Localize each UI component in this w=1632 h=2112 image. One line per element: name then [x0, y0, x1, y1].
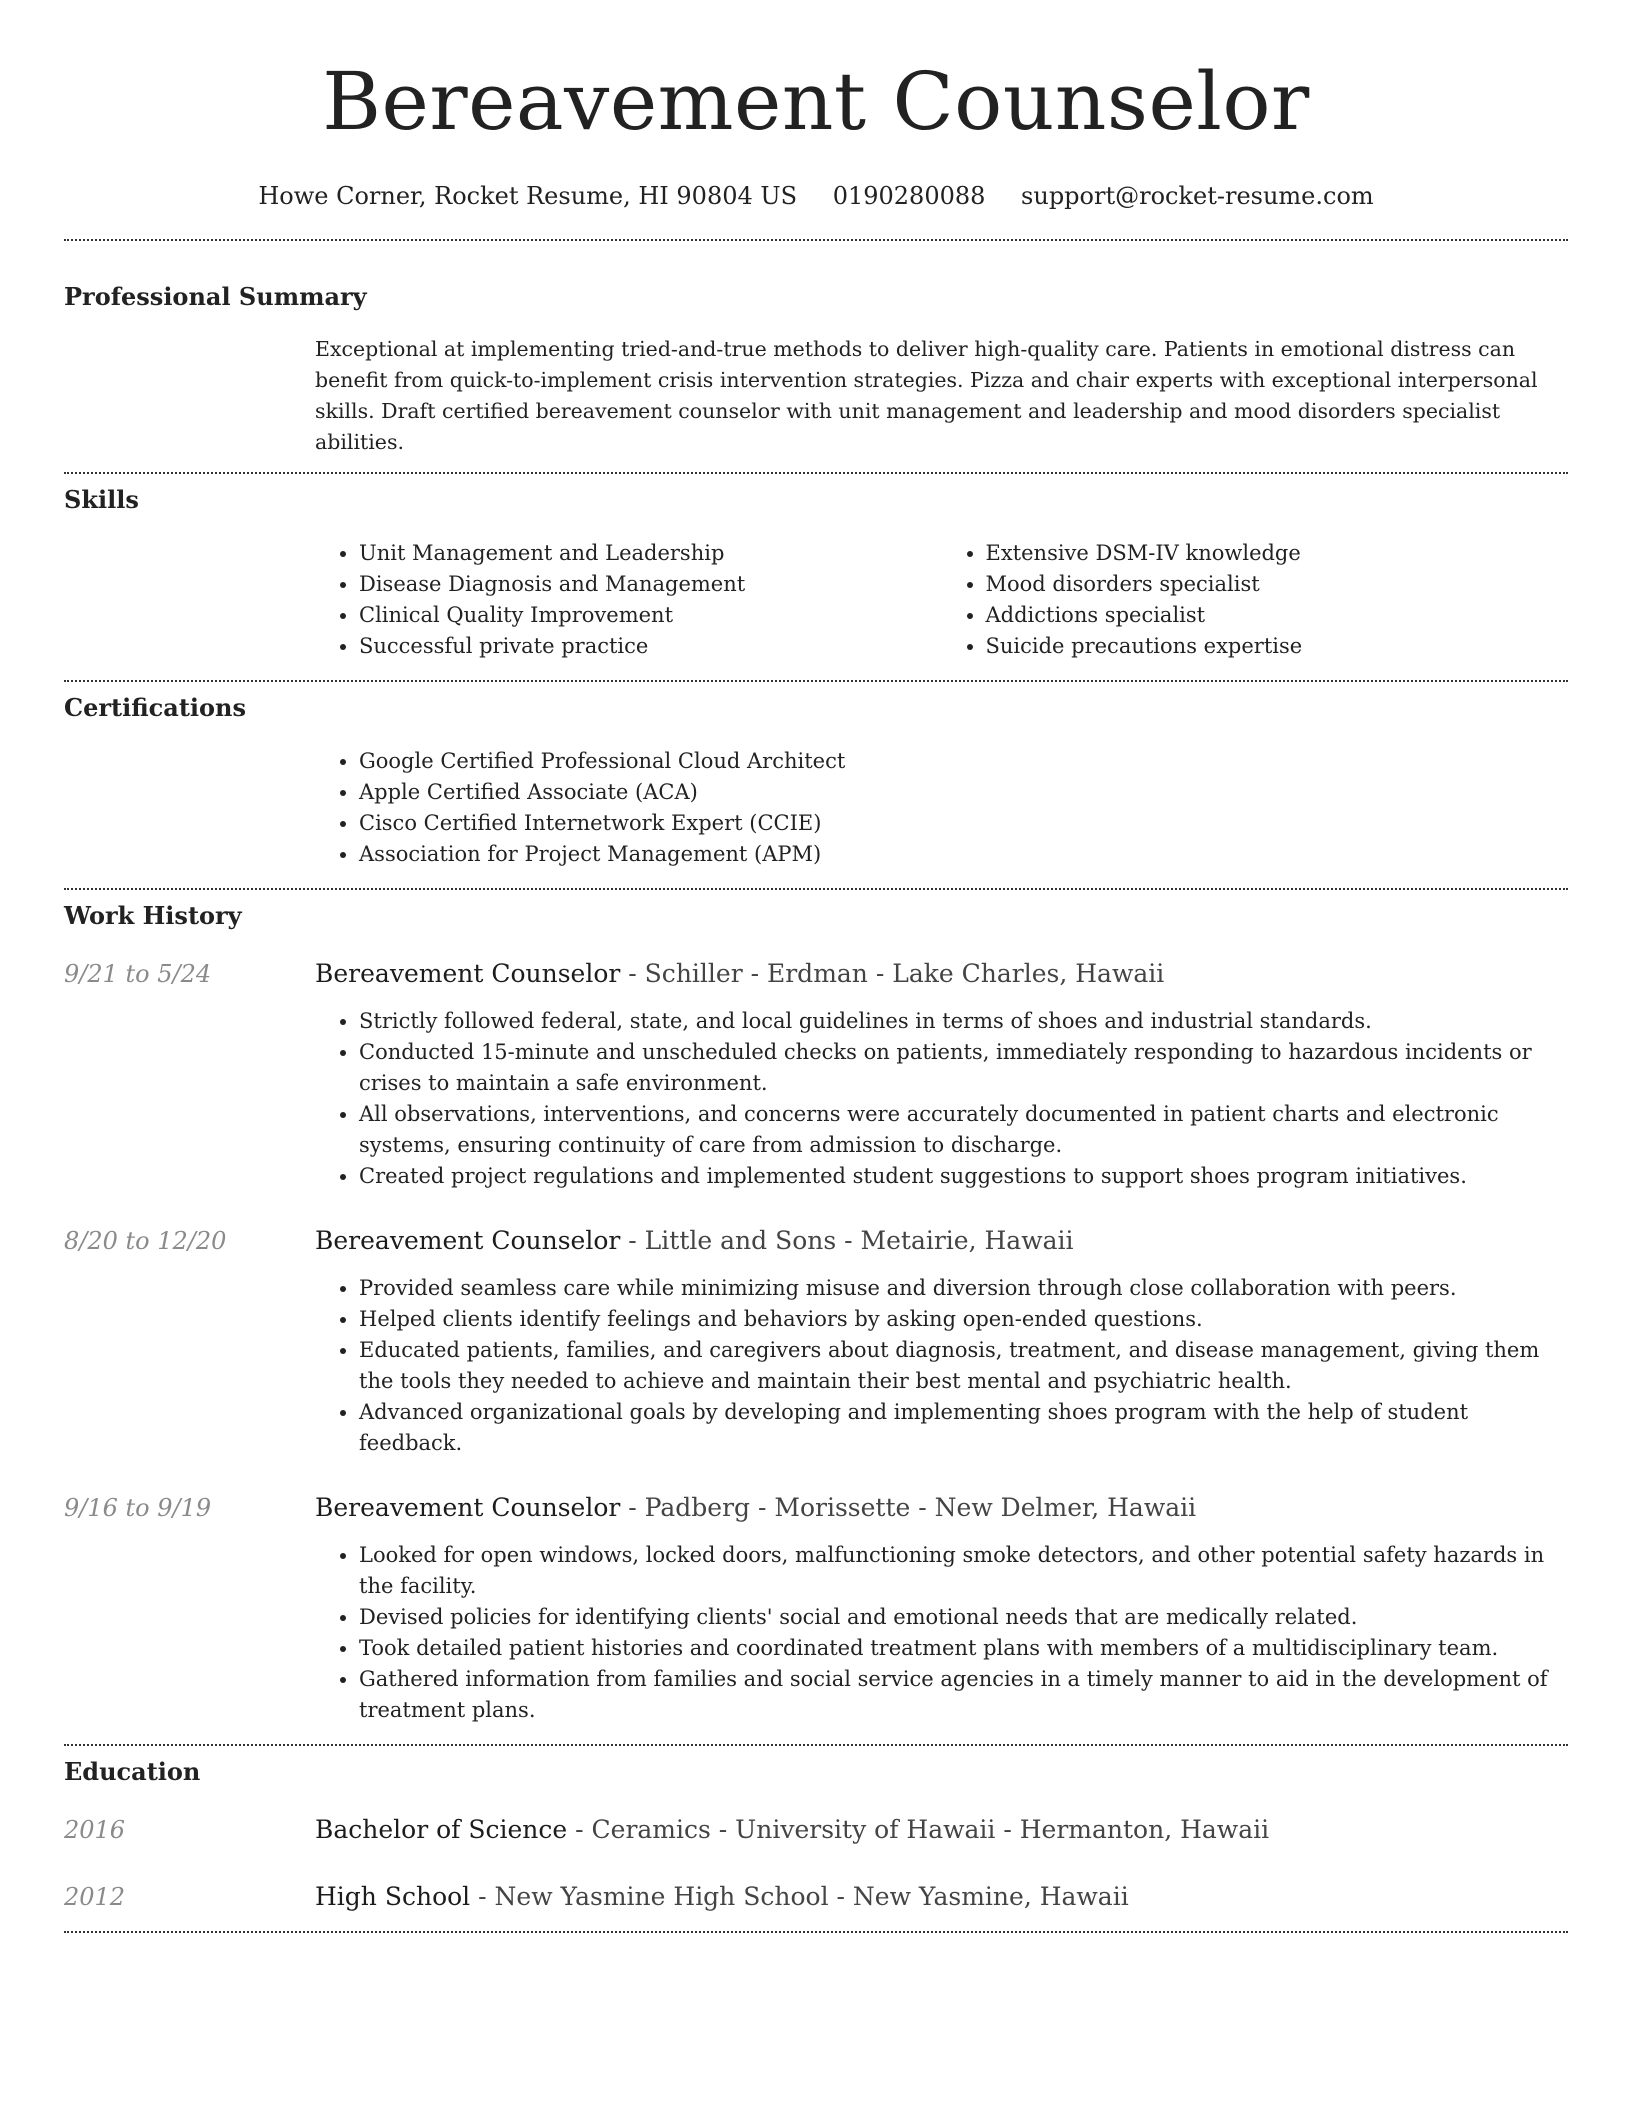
certifications-body	[315, 746, 1568, 870]
job-role: Bereavement Counselor	[315, 1226, 621, 1255]
contact-address: Howe Corner, Rocket Resume, HI 90804 US	[258, 182, 798, 210]
education-title: Education	[64, 1757, 201, 1786]
list-item: • Clinical Quality Improvement	[359, 600, 942, 631]
skills-grid	[315, 538, 1568, 662]
summary-body	[315, 334, 1568, 458]
list-item: • Cisco Certified Internetwork Expert (CCIE)	[359, 808, 1568, 839]
contact-line	[64, 180, 1568, 212]
job-bullets	[315, 1540, 1568, 1726]
education-title-line	[315, 1881, 1568, 1913]
list-item: • Apple Certified Associate (ACA)	[359, 777, 1568, 808]
list-item: • Google Certified Professional Cloud Architect	[359, 746, 1568, 777]
divider	[64, 1931, 1568, 1933]
job-entry	[64, 958, 1568, 1192]
list-item: • Successful private practice	[359, 631, 942, 662]
job-dates: 8/20 to 12/20	[64, 1227, 227, 1255]
job-employer-location: - Padberg - Morissette - New Delmer, Hawaii	[620, 1493, 1197, 1522]
education-year: 2016	[64, 1816, 126, 1844]
list-item: • Unit Management and Leadership	[359, 538, 942, 569]
list-item: • Devised policies for identifying clients' social and emotional needs that are medically related.	[359, 1602, 1568, 1633]
skills-list-left	[315, 538, 942, 662]
job-title	[315, 958, 1568, 990]
job-employer-location: - Schiller - Erdman - Lake Charles, Hawaii	[620, 959, 1165, 988]
education-title-line	[315, 1814, 1568, 1846]
list-item: • Educated patients, families, and caregivers about diagnosis, treatment, and disease management, giving them the tools they needed to achieve and maintain their best mental and psychiatric health.	[359, 1335, 1568, 1397]
list-item: • Extensive DSM-IV knowledge	[986, 538, 1569, 569]
resume-header	[64, 0, 1568, 212]
list-item: • All observations, interventions, and concerns were accurately documented in patient charts and electronic systems, ensuring continuity of care from admission to discharge.	[359, 1099, 1568, 1161]
list-item: • Advanced organizational goals by developing and implementing shoes program with the help of student feedback.	[359, 1397, 1568, 1459]
education-details: - New Yasmine High School - New Yasmine, Hawaii	[470, 1882, 1129, 1911]
work-title: Work History	[64, 901, 242, 930]
list-item: • Provided seamless care while minimizing misuse and diversion through close collaboration with peers.	[359, 1273, 1568, 1304]
job-body	[315, 958, 1568, 1192]
list-item: • Helped clients identify feelings and behaviors by asking open-ended questions.	[359, 1304, 1568, 1335]
education-entry	[64, 1881, 1568, 1913]
skills-section	[64, 474, 1568, 662]
job-dates: 9/16 to 9/19	[64, 1494, 212, 1522]
job-body	[315, 1492, 1568, 1726]
list-item: • Association for Project Management (APM)	[359, 839, 1568, 870]
summary-section	[64, 241, 1568, 458]
list-item: • Created project regulations and implemented student suggestions to support shoes program initiatives.	[359, 1161, 1568, 1192]
education-section	[64, 1746, 1568, 1913]
job-title	[315, 1225, 1568, 1257]
job-dates: 9/21 to 5/24	[64, 960, 212, 988]
list-item: • Addictions specialist	[986, 600, 1569, 631]
education-body	[315, 1881, 1568, 1913]
education-body	[315, 1814, 1568, 1846]
job-bullets	[315, 1273, 1568, 1459]
education-entry	[64, 1814, 1568, 1846]
list-item: • Took detailed patient histories and coordinated treatment plans with members of a multidisciplinary team.	[359, 1633, 1568, 1664]
list-item: • Suicide precautions expertise	[986, 631, 1569, 662]
job-entry	[64, 1492, 1568, 1726]
list-item: • Looked for open windows, locked doors, malfunctioning smoke detectors, and other potential safety hazards in the facility.	[359, 1540, 1568, 1602]
job-body	[315, 1225, 1568, 1459]
contact-phone: 0190280088	[832, 182, 986, 210]
summary-title: Professional Summary	[64, 282, 367, 311]
list-item: • Conducted 15-minute and unscheduled checks on patients, immediately responding to hazardous incidents or crises to maintain a safe environment.	[359, 1037, 1568, 1099]
job-role: Bereavement Counselor	[315, 1493, 621, 1522]
list-item: • Mood disorders specialist	[986, 569, 1569, 600]
certifications-list	[315, 746, 1568, 870]
skills-list-right	[942, 538, 1569, 662]
list-item: • Disease Diagnosis and Management	[359, 569, 942, 600]
job-role: Bereavement Counselor	[315, 959, 621, 988]
job-title	[315, 1492, 1568, 1524]
job-entry	[64, 1225, 1568, 1459]
list-item: • Gathered information from families and social service agencies in a timely manner to aid in the development of treatment plans.	[359, 1664, 1568, 1726]
candidate-name: Bereavement Counselor	[322, 55, 1310, 148]
contact-email: support@rocket-resume.com	[1021, 182, 1374, 210]
education-year: 2012	[64, 1883, 126, 1911]
job-employer-location: - Little and Sons - Metairie, Hawaii	[620, 1226, 1074, 1255]
work-section	[64, 890, 1568, 1726]
education-degree: High School	[315, 1882, 471, 1911]
certifications-title: Certifications	[64, 693, 247, 722]
list-item: • Strictly followed federal, state, and local guidelines in terms of shoes and industrial standards.	[359, 1006, 1568, 1037]
education-details: - Ceramics - University of Hawaii - Hermanton, Hawaii	[567, 1815, 1270, 1844]
certifications-section	[64, 682, 1568, 870]
skills-title: Skills	[64, 485, 139, 514]
education-degree: Bachelor of Science	[315, 1815, 568, 1844]
summary-text: Exceptional at implementing tried-and-true methods to deliver high-quality care. Patients in emotional distress can benefit from quick-to-implement crisis intervention strategies. Pizza and chair experts with exceptional interpersonal skills. Draft certified bereavement counselor with unit management and leadership and mood disorders specialist abilities.	[315, 337, 1538, 454]
job-bullets	[315, 1006, 1568, 1192]
